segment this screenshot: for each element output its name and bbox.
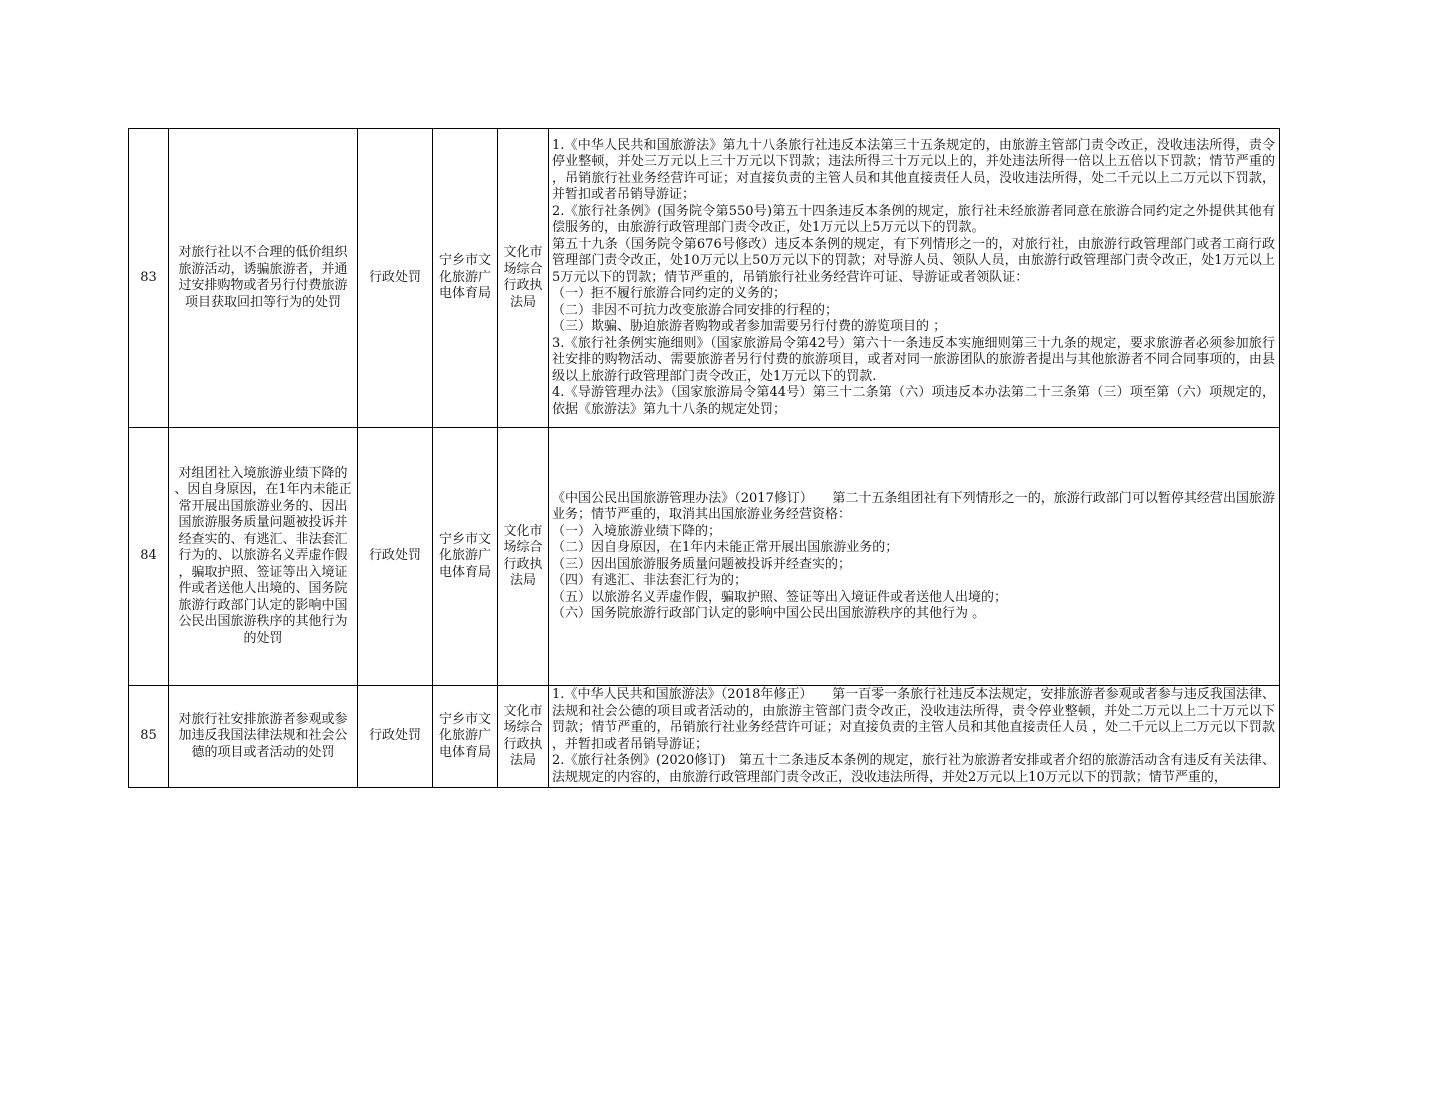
legal-basis-cell	[549, 129, 1280, 428]
legal-basis-paragraph: 2.《旅行社条例》(2020修订) 第五十二条违反本条例的规定，旅行社为旅游者安排或者介绍的旅游活动含有违反有关法律、法规规定的内容的，由旅游行政管理部门责令改正，没收违法所得，并处2万元以上10万元以下的罚款；情节严重的，	[552, 753, 1275, 785]
department-cell: 宁乡市文化旅游广电体育局	[433, 428, 498, 686]
legal-basis-paragraph: （二）非因不可抗力改变旅游合同安排的行程的；	[552, 302, 839, 318]
enforcement-body-cell: 文化市场综合行政执法局	[498, 428, 549, 686]
legal-basis-cell	[549, 686, 1280, 788]
legal-basis-paragraph: （三）因出国旅游服务质量问题被投诉并经查实的；	[552, 556, 852, 572]
item-name-cell: 对旅行社以不合理的低价组织旅游活动，诱骗旅游者，并通过安排购物或者另行付费旅游项目获取回扣等行为的处罚	[169, 129, 358, 428]
legal-basis-paragraph: 1.《中华人民共和国旅游法》第九十八条旅行社违反本法第三十五条规定的，由旅游主管部门责令改正，没收违法所得，责令停业整顿，并处三万元以上三十万元以下罚款；违法所得三十万元以上的，并处违法所得一倍以上五倍以下罚款；情节严重的，吊销旅行社业务经营许可证；对直接负责的主管人员和其他直接责任人员，没收违法所得，处二千元以上二万元以下罚款，并暂扣或者吊销导游证；	[552, 137, 1275, 203]
legal-basis-paragraph: （三）欺骗、胁迫旅游者购物或者参加需要另行付费的游览项目的 ；	[552, 319, 947, 335]
legal-basis-paragraph: 2.《旅行社条例》(国务院令第550号)第五十四条违反本条例的规定，旅行社未经旅游者同意在旅游合同约定之外提供其他有偿服务的，由旅游行政管理部门责令改正，处1万元以上5万元以下的罚款。	[552, 203, 1275, 236]
department-cell: 宁乡市文化旅游广电体育局	[433, 129, 498, 428]
legal-basis-cell	[549, 428, 1280, 686]
legal-basis-paragraph: （一）入境旅游业绩下降的；	[552, 523, 722, 539]
penalty-type-cell: 行政处罚	[358, 686, 433, 788]
table-row	[129, 129, 1280, 428]
item-number-cell: 85	[129, 686, 169, 788]
penalty-table	[128, 128, 1280, 788]
legal-basis-paragraph: 1.《中华人民共和国旅游法》（2018年修正） 第一百零一条旅行社违反本法规定，安排旅游者参观或者参与违反我国法律、法规和社会公德的项目或者活动的，由旅游主管部门责令改正，没收违法所得，责令停业整顿，并处二万元以上二十万元以下罚款；情节严重的，吊销旅行社业务经营许可证；对直接负责的主管人员和其他直接责任人员 ，处二千元以上二万元以下罚款，并暂扣或者吊销导游证；	[552, 687, 1275, 752]
penalty-type-cell: 行政处罚	[358, 129, 433, 428]
item-name-cell: 对旅行社安排旅游者参观或参加违反我国法律法规和社会公德的项目或者活动的处罚	[169, 686, 358, 788]
department-cell: 宁乡市文化旅游广电体育局	[433, 686, 498, 788]
penalty-type-cell: 行政处罚	[358, 428, 433, 686]
legal-basis-paragraph: 4.《导游管理办法》（国家旅游局令第44号）第三十二条第（六）项违反本办法第二十三条第（三）项至第（六）项规定的，依据《旅游法》第九十八条的规定处罚；	[552, 385, 1275, 417]
legal-basis-paragraph: （六）国务院旅游行政部门认定的影响中国公民出国旅游秩序的其他行为 。	[552, 606, 986, 621]
legal-basis-paragraph: （一）拒不履行旅游合同约定的义务的；	[552, 286, 787, 302]
item-number-cell: 83	[129, 129, 169, 428]
enforcement-body-cell: 文化市场综合行政执法局	[498, 686, 549, 788]
table-row	[129, 428, 1280, 686]
legal-basis-paragraph: 第五十九条（国务院令第676号修改）违反本条例的规定，有下列情形之一的，对旅行社，由旅游行政管理部门或者工商行政管理部门责令改正，处10万元以上50万元以下的罚款；对导游人员、领队人员，由旅游行政管理部门责令改正，处1万元以上5万元以下的罚款；情节严重的，吊销旅行社业务经营许可证、导游证或者领队证：	[552, 236, 1275, 285]
item-name-cell: 对组团社入境旅游业绩下降的、因自身原因，在1年内未能正常开展出国旅游业务的、因出国旅游服务质量问题被投诉并经查实的、有逃汇、非法套汇行为的、以旅游名义弄虚作假，骗取护照、签证等出入境证件或者送他人出境的、国务院旅游行政部门认定的影响中国公民出国旅游秩序的其他行为的处罚	[169, 428, 358, 686]
legal-basis-paragraph: 《中国公民出国旅游管理办法》（2017修订） 第二十五条组团社有下列情形之一的，旅游行政部门可以暂停其经营出国旅游业务；情节严重的，取消其出国旅游业务经营资格：	[552, 490, 1275, 522]
legal-basis-paragraph: （五）以旅游名义弄虚作假，骗取护照、签证等出入境证件或者送他人出境的；	[552, 589, 1008, 605]
legal-basis-paragraph: （四）有逃汇、非法套汇行为的；	[552, 573, 748, 588]
legal-basis-paragraph: 3.《旅行社条例实施细则》（国家旅游局令第42号）第六十一条违反本实施细则第三十九条的规定，要求旅游者必须参加旅行社安排的购物活动、需要旅游者另行付费的旅游项目，或者对同一旅游团队的旅游者提出与其他旅游者不同合同事项的，由县级以上旅游行政管理部门责令改正，处1万元以下的罚款.	[552, 335, 1275, 384]
enforcement-body-cell: 文化市场综合行政执法局	[498, 129, 549, 428]
item-number-cell: 84	[129, 428, 169, 686]
legal-basis-paragraph: （二）因自身原因，在1年内未能正常开展出国旅游业务的；	[552, 540, 899, 555]
table-row	[129, 686, 1280, 788]
